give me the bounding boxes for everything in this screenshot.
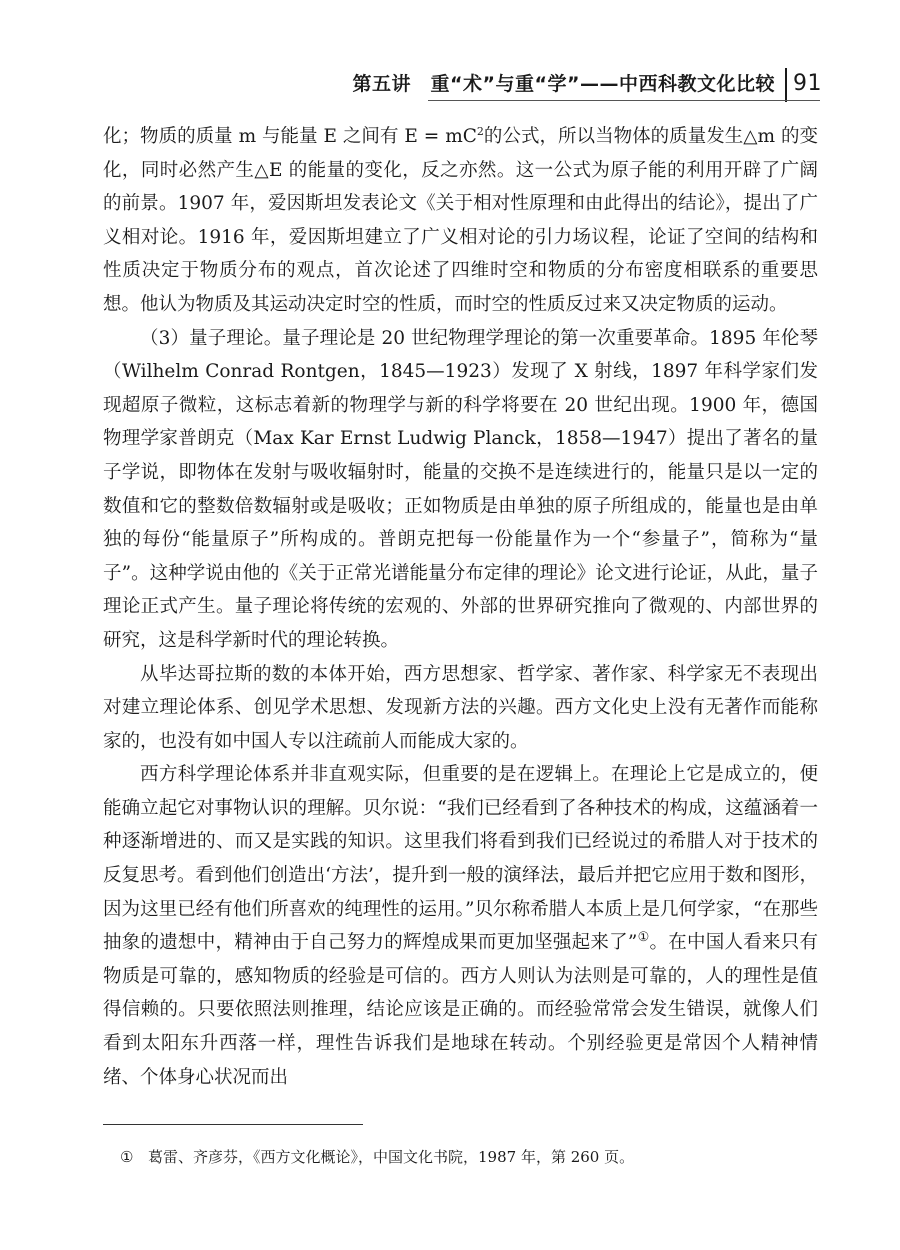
footnote-rule (103, 1124, 363, 1125)
chapter-title: 第五讲 重“术”与重“学”——中西科教文化比较 (352, 73, 775, 95)
paragraph-2: （3）量子理论。量子理论是 20 世纪物理学理论的第一次重要革命。1895 年伦琴（Wilhelm Conrad Rontgen，1845—1923）发现了 X 射线，1897 年科学家们发现超原子微粒，这标志着新的物理学与新的科学将要在 20 世纪出现。1900 年，德国物理学家普朗克（Max Kar Ernst Ludwig Planck，1858—1947）提出了著名的量子学说，即物体在发射与吸收辐射时，能量的交换不是连续进行的，能量只是以一定的数值和它的整数倍数辐射或是吸收；正如物质是由单独的原子所组成的，能量也是由单独的每份“能量原子”所构成的。普朗克把每一份能量作为一个“参量子”，简称为“量子”。这种学说由他的《关于正常光谱能量分布定律的理论》论文进行论证，从此，量子理论正式产生。量子理论将传统的宏观的、外部的世界研究推向了微观的、内部世界的研究，这是科学新时代的理论转换。 (103, 327, 818, 651)
footnote-reference[interactable]: ① (637, 930, 650, 946)
superscript-2: 2 (476, 124, 484, 138)
body-text (103, 120, 818, 1094)
paragraph-1: 化；物质的质量 m 与能量 E 之间有 $E = mC^2$的公式，所以当物体的质量发生△m 的变化，同时必然产生△E 的能量的变化，反之亦然。这一公式为原子能的利用开辟了广阔的前景。1907 年，爱因斯坦发表论文《关于相对性原理和由此得出的结论》，提出了广义相对论。1916 年，爱因斯坦建立了广义相对论的引力场议程，论证了空间的结构和性质决定于物质分布的观点，首次论述了四维时空和物质的分布密度相联系的重要思想。他认为物质及其运动决定时空的性质，而时空的性质反过来又决定物质的运动。 (103, 124, 818, 315)
footnote-mark: ① (120, 1148, 134, 1166)
header-rule (428, 100, 820, 101)
page-number: 91 (793, 71, 822, 96)
footnote (120, 1146, 820, 1168)
header-divider (785, 68, 787, 102)
paragraph-4: 西方科学理论体系并非直观实际，但重要的是在逻辑上。在理论上它是成立的，便能确立起它对事物认识的理解。贝尔说：“我们已经看到了各种技术的构成，这蕴涵着一种逐渐增进的、而又是实践的知识。这里我们将看到我们已经说过的希腊人对于技术的反复思考。看到他们创造出‘方法’，提升到一般的演绎法，最后并把它应用于数和图形，因为这里已经有他们所喜欢的纯理性的运用。”贝尔称希腊人本质上是几何学家，“在那些抽象的遗想中，精神由于自己努力的辉煌成果而更加坚强起来了”①。在中国人看来只有物质是可靠的，感知物质的经验是可信的。西方人则认为法则是可靠的，人的理性是值得信赖的。只要依照法则推理，结论应该是正确的。而经验常常会发生错误，就像人们看到太阳东升西落一样，理性告诉我们是地球在转动。个别经验更是常因个人精神情绪、个体身心状况而出 (103, 764, 818, 1088)
paragraph-3: 从毕达哥拉斯的数的本体开始，西方思想家、哲学家、著作家、科学家无不表现出对建立理论体系、创见学术思想、发现新方法的兴趣。西方文化史上没有无著作而能称家的，也没有如中国人专以注疏前人而能成大家的。 (103, 663, 818, 752)
running-header (353, 62, 822, 96)
footnote-text: 葛雷、齐彦芬，《西方文化概论》，中国文化书院，1987 年，第 260 页。 (148, 1148, 635, 1166)
